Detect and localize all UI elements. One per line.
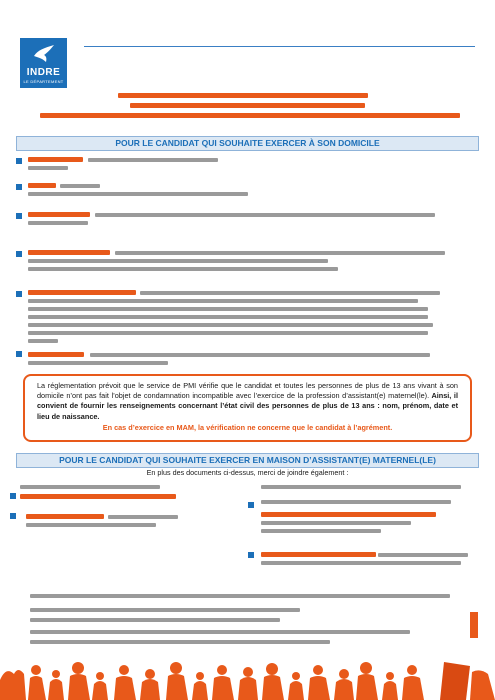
regulation-notice (23, 374, 472, 442)
bullet-square-icon (248, 502, 254, 508)
section-mam-title: POUR LE CANDIDAT QUI SOUHAITE EXERCER EN MAISON D’ASSISTANT(E) MATERNEL(LE) (16, 453, 479, 468)
logo-tagline: LE DÉPARTEMENT (23, 79, 64, 84)
notice-bold-text: Ainsi, il convient de fournir les renseignements concernant l’état civil des personnes de plus de 13 ans : nom, prénom, date et lieu de naissance. (37, 391, 458, 421)
logo-title: INDRE (26, 67, 61, 78)
section-home-title: POUR LE CANDIDAT QUI SOUHAITE EXERCER À SON DOMICILE (16, 136, 479, 151)
bullet-square-icon (10, 513, 16, 519)
people-silhouettes-illustration (0, 652, 495, 700)
notice-text: La réglementation prévoit que le service de PMI vérifie que le candidat et toutes les personnes de plus de 13 ans vivant à son domicile n’ont pas fait l’objet de condamnation incompatible avec l’exercice de la profession d’assistant(e) maternel(le). (37, 381, 458, 401)
bullet-square-icon (248, 552, 254, 558)
notice-mam-text: En cas d’exercice en MAM, la vérification ne concerne que le candidat à l’agrément. (102, 422, 393, 432)
side-tab (470, 612, 478, 638)
bullet-square-icon (10, 493, 16, 499)
section-mam-subtitle: En plus des documents ci-dessus, merci de joindre également : (146, 468, 349, 477)
